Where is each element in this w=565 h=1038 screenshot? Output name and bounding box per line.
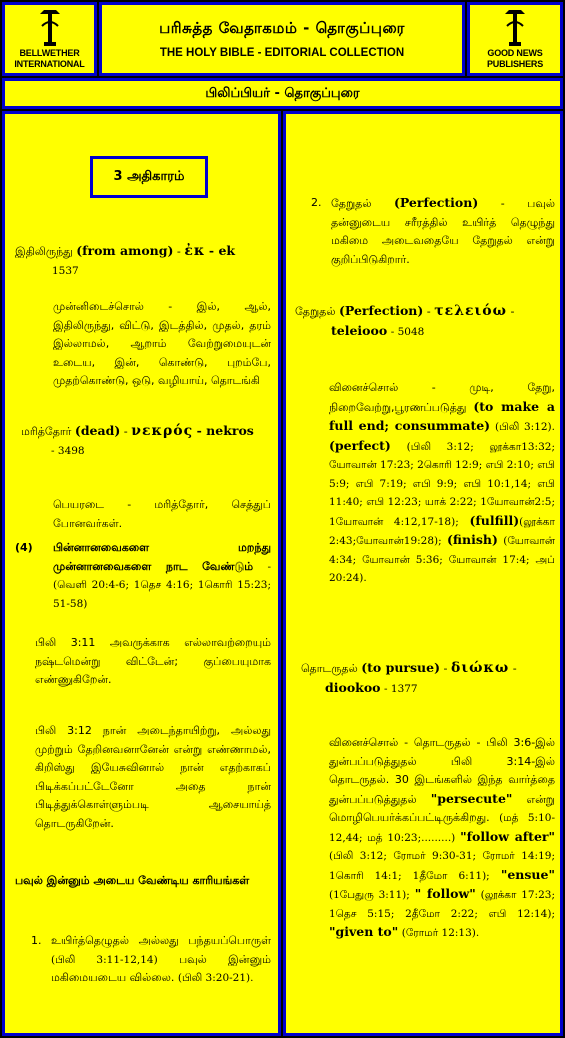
goal-number: 1.	[31, 934, 42, 947]
goal-gloss: (Perfection)	[393, 195, 479, 210]
goal-ref-2: (பிலி 3:20-21).	[177, 972, 254, 984]
definition-gloss: "given to"	[329, 924, 399, 939]
left-logo-line2: INTERNATIONAL	[14, 59, 85, 69]
section-title: பிலிப்பியர் - தொகுப்புரை	[205, 85, 360, 101]
point-number: (4)	[15, 541, 33, 554]
definition-gloss: (perfect)	[329, 437, 391, 453]
strong-number: 1537	[52, 264, 79, 277]
verse-phil-3-12: பிலி 3:12 நான் அடைந்தாயிற்று, அல்லது முற்றும் தேறினவனானேன் என்று எண்ணாமல், கிறிஸ்து இயேசுவினால் நான் எதற்காகப் பிடிக்கப்பட்டேனோ அதை நான் பிடித்துக்கொள்ளும்படி ஆசையாய்த் தொடருகிறேன்.	[35, 724, 271, 830]
goal-1	[31, 932, 271, 988]
definition-gloss: "follow after"	[460, 828, 556, 844]
header-title-box	[99, 2, 465, 76]
entry-word: தொடருதல்	[301, 662, 358, 675]
goal-word: தேறுதல்	[331, 197, 372, 210]
entry-word: மரித்தோர்	[21, 425, 72, 438]
definition-refs: (பிலி 3:12; லூக்கா13:32; யோவான் 17:23; 2கொரி 12:9; எபி 2:10; எபி 5:9; எபி 7:19; எபி 9:9; எபி 10:1,14; எபி 11:40; எபி 12:23; யாக் 2:22; 1யோவான்2:5; 1யோவான் 4:12,17-18);	[329, 440, 555, 528]
entry-gloss: (from among)	[76, 243, 174, 258]
goal-2	[311, 194, 555, 269]
left-column	[2, 111, 281, 1036]
point-4	[15, 539, 271, 613]
entry-translit: - ek	[208, 243, 236, 258]
entry-word: இதிலிருந்து	[15, 245, 73, 258]
definition-text: என்று மொழிபெயர்க்கப்பட்டிருக்கிறது.	[329, 792, 555, 824]
strong-number: - 1377	[384, 682, 418, 695]
definition-refs: (1பேதுரு 3:11);	[329, 889, 410, 901]
definition-refs: (பிலி 3:12; ரோமர் 9:30-31; ரோமர் 14:19; 1கொரி 14:1; 1தீமோ 6:11);	[329, 850, 555, 882]
entry-translit: - nekros	[196, 423, 254, 438]
definition-gloss: "persecute"	[430, 790, 513, 806]
entry-to-pursue: தொடருதல் (to pursue) - διώκω - diookoo - 1377	[301, 660, 517, 695]
definition-gloss: " follow"	[414, 886, 476, 901]
entry-greek: διώκω	[450, 660, 510, 676]
entry-from-among: இதிலிருந்து (from among) - ἐκ - ek 1537	[15, 242, 270, 280]
entry-gloss: (dead)	[74, 423, 121, 438]
entry-gloss: (to pursue)	[361, 660, 441, 675]
chapter-label: 3 அதிகாரம்	[113, 168, 185, 184]
right-column	[283, 111, 563, 1036]
entry-word: தேறுதல்	[295, 305, 336, 318]
goal-text-2: பவுல் இன்னும் மகிமையடைய வில்லை.	[51, 952, 271, 984]
goal-ref: (பிலி 3:11-12,14)	[51, 953, 158, 966]
right-logo-line2: PUBLISHERS	[486, 59, 543, 69]
definition-refs: (யோவான் 4:34; யோவான் 5:36; யோவான் 17:4; அப் 20:24).	[329, 535, 556, 584]
definition-text: வினைச்சொல் - முடி, தேறு, நிறைவேற்று,பூரணப்படுத்து	[329, 381, 555, 414]
entry-greek: τελειόω	[434, 303, 507, 319]
lamp-post-icon	[495, 8, 535, 48]
right-logo	[467, 2, 563, 76]
definition-ref: (பிலி 3:12).	[494, 421, 555, 433]
goal-number: 2.	[311, 196, 322, 209]
entry-perfection: தேறுதல் (Perfection) - τελειόω - teleiooo - 5048	[295, 303, 515, 338]
strong-number: - 5048	[390, 325, 425, 338]
definition-refs: (மத் 5:10-12,44; மத் 10:23;.........)	[329, 812, 555, 844]
point-text: பின்னானவைகளை மறந்து முன்னானவைகளை நாட வேண்டும்	[53, 541, 271, 573]
definition-refs: (லூக்கா 17:23; 1தெச 5:15; 2தீமோ 2:22; எபி 12:14);	[329, 889, 555, 920]
entry-definition	[329, 379, 555, 588]
verse-phil-3-11: பிலி 3:11 அவருக்காக எல்லாவற்றையும் நஷ்டமென்று விட்டேன்; குப்பையுமாக எண்ணுகிறேன்.	[35, 636, 271, 686]
definition-refs: (ரோமர் 12:13).	[401, 927, 480, 939]
strong-number: - 3498	[51, 444, 85, 457]
entry-gloss: (Perfection)	[338, 303, 424, 318]
right-logo-line1: GOOD NEWS	[487, 48, 543, 58]
definition-gloss: (fulfill)	[469, 512, 520, 528]
entry-definition: முன்னிடைச்சொல் - இல், ஆல், இதிலிருந்து, விட்டு, இடத்தில், முதல், தரம் இல்லாமல், ஆறாம் வேற்றுமையுடன் உடைய, இன், கொண்டு, புறம்பே, முதற்கொண்டு, ஒடு, வழியாய், தொடங்கி	[53, 300, 271, 387]
chapter-title	[90, 156, 208, 198]
page-title-tamil: பரிசுத்த வேதாகமம் - தொகுப்புரை	[159, 19, 405, 37]
entry-translit: teleiooo	[331, 322, 388, 338]
goals-heading: பவுல் இன்னும் அடைய வேண்டிய காரியங்கள்	[15, 874, 250, 887]
section-bar	[2, 78, 563, 109]
definition-gloss: (finish)	[447, 532, 498, 547]
goal-text: - பவுல் தன்னுடைய சரீரத்தில் உயிர்த் தெழுந்து மகிமை அடைவதையே தேறுதல் என்று குறிப்பிடுகிறார்.	[331, 197, 556, 266]
entry-definition	[329, 734, 555, 943]
definition-text: வினைச்சொல் - தொடருதல் - பிலி 3:6-இல் துன்பப்படுத்துதல் பிலி 3:14-இல் தொடருதல். 30 இடங்களில் இந்த வார்த்தை துன்பப்படுத்துதல்	[329, 736, 555, 806]
left-logo	[2, 2, 97, 76]
definition-gloss: (to make a full end; consummate)	[329, 398, 555, 433]
point-refs: - (வெளி 20:4-6; 1தெச 4:16; 1கொரி 15:23; 51-58)	[53, 560, 271, 610]
goal-text: உயிர்த்தெழுதல் அல்லது பந்தயப்பொருள்	[51, 934, 271, 947]
page-title-english: THE HOLY BIBLE - EDITORIAL COLLECTION	[159, 47, 405, 59]
lamp-post-icon	[30, 8, 70, 48]
entry-definition: பெயரடை - மரித்தோர், செத்துப் போனவர்கள்.	[53, 498, 271, 530]
entry-translit: diookoo	[325, 679, 381, 695]
entry-dead: மரித்தோர் (dead) - νεκρός - nekros - 3498	[21, 422, 273, 460]
definition-gloss: "ensue"	[500, 866, 555, 882]
entry-greek: νεκρός	[131, 423, 194, 439]
left-logo-line1: BELLWETHER	[19, 48, 80, 58]
definition-refs: (லூக்கா 2:43;யோவான்19:28);	[329, 515, 556, 547]
entry-greek: ἐκ	[184, 243, 206, 259]
